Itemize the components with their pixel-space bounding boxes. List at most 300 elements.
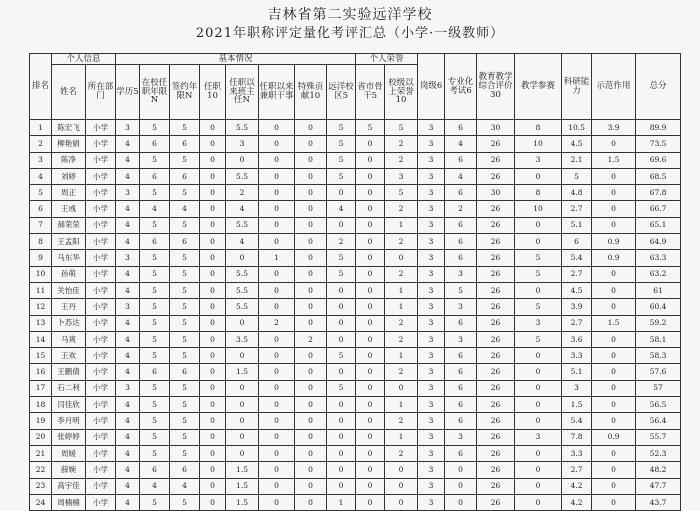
cell-demo: 1.5 [592,152,636,168]
cell-dept: 小学 [86,136,116,152]
school-title: 吉林省第二实验远洋学校 [267,7,433,23]
cell-post: 3 [418,217,445,233]
cell-contract: 5 [170,266,200,282]
cell-name: 薛婉 [52,462,86,478]
cell-far: 5 [327,120,356,136]
cell-tenure: 5 [140,185,170,201]
cell-demo: 0 [592,185,636,201]
cell-contest: 10 [515,136,562,152]
cell-contest: 0 [515,478,562,494]
cell-idx: 23 [30,478,52,494]
table-body [30,120,681,511]
cell-research: 4.5 [562,136,592,152]
cell-tenure: 5 [140,299,170,315]
cell-contest: 0 [515,413,562,429]
cell-demo: 3.9 [592,120,636,136]
header-special: 特殊贡献10 [295,65,327,120]
cell-total: 56.4 [636,413,681,429]
table-row [30,250,681,266]
cell-honor: 5 [385,120,418,136]
cell-special: 0 [295,494,327,510]
cell-idx: 13 [30,315,52,331]
cell-far: 0 [327,462,356,478]
cell-dept: 小学 [86,429,116,445]
cell-exam: 4 [445,136,477,152]
cell-head: 1.5 [226,478,259,494]
cell-head: 1.5 [226,364,259,380]
cell-head: 0 [226,380,259,396]
cell-far: 5 [327,152,356,168]
cell-contest: 0 [515,380,562,396]
cell-head: 0 [226,445,259,461]
table-row [30,462,681,478]
table-row [30,299,681,315]
cell-tenure: 6 [140,364,170,380]
cell-special: 0 [295,201,327,217]
cell-demo: 0.9 [592,429,636,445]
cell-mid: 0 [259,462,295,478]
cell-idx: 8 [30,234,52,250]
cell-mid: 2 [259,315,295,331]
cell-edu: 4 [116,364,140,380]
table-row [30,234,681,250]
cell-post: 3 [418,152,445,168]
cell-research: 3.3 [562,348,592,364]
cell-exam: 6 [445,250,477,266]
cell-head: 0 [226,429,259,445]
cell-dept: 小学 [86,266,116,282]
cell-name: 柳艳娟 [52,136,86,152]
cell-idx: 22 [30,462,52,478]
cell-special: 0 [295,152,327,168]
cell-post: 3 [418,380,445,396]
table-row [30,168,681,184]
cell-post: 3 [418,120,445,136]
cell-far: 5 [327,380,356,396]
cell-contest: 3 [515,429,562,445]
cell-prov: 0 [356,266,385,282]
cell-contract: 5 [170,185,200,201]
cell-eval: 30 [477,185,515,201]
cell-total: 52.3 [636,445,681,461]
cell-edu: 4 [116,168,140,184]
table-row [30,282,681,298]
cell-contest: 8 [515,185,562,201]
cell-research: 4.2 [562,478,592,494]
cell-exam: 4 [445,168,477,184]
cell-contract: 5 [170,380,200,396]
cell-eval: 30 [477,120,515,136]
cell-prov: 0 [356,348,385,364]
cell-post: 3 [418,282,445,298]
cell-demo: 0 [592,299,636,315]
cell-name: 关怡佳 [52,282,86,298]
cell-honor: 1 [385,348,418,364]
cell-post: 3 [418,331,445,347]
cell-mid: 0 [259,152,295,168]
cell-eval: 26 [477,397,515,413]
cell-demo: 0 [592,136,636,152]
cell-special: 0 [295,478,327,494]
cell-eval: 26 [477,413,515,429]
cell-exam: 6 [445,413,477,429]
cell-prov: 0 [356,201,385,217]
cell-head: 0 [226,413,259,429]
cell-special: 0 [295,364,327,380]
header-mid-level: 任职以来兼职干事 [259,65,295,120]
cell-post: 3 [418,494,445,510]
cell-far: 5 [327,168,356,184]
cell-contract: 5 [170,217,200,233]
cell-honor: 1 [385,429,418,445]
cell-exam: 6 [445,234,477,250]
cell-research: 5.1 [562,217,592,233]
cell-research: 3 [562,380,592,396]
cell-research: 5.4 [562,250,592,266]
cell-name: 马东华 [52,250,86,266]
cell-exam: 6 [445,315,477,331]
cell-special: 0 [295,136,327,152]
cell-tenure: 5 [140,315,170,331]
cell-far: 0 [327,315,356,331]
cell-post: 3 [418,478,445,494]
cell-idx: 16 [30,364,52,380]
cell-term: 0 [200,299,226,315]
cell-demo: 0 [592,397,636,413]
cell-special: 0 [295,120,327,136]
cell-far: 0 [327,413,356,429]
cell-post: 3 [418,234,445,250]
cell-edu: 4 [116,331,140,347]
cell-term: 0 [200,136,226,152]
cell-exam: 3 [445,331,477,347]
cell-total: 48.2 [636,462,681,478]
cell-mid: 0 [259,136,295,152]
cell-dept: 小学 [86,413,116,429]
cell-name: 王彧 [52,201,86,217]
cell-mid: 0 [259,201,295,217]
cell-honor: 0 [385,494,418,510]
cell-research: 7.8 [562,429,592,445]
header-demo: 示范作用 [592,54,636,120]
cell-head: 5.5 [226,120,259,136]
cell-idx: 11 [30,282,52,298]
cell-term: 0 [200,397,226,413]
cell-prov: 0 [356,185,385,201]
cell-idx: 14 [30,331,52,347]
cell-prov: 0 [356,494,385,510]
header-prov: 省市骨干5 [356,65,385,120]
cell-research: 5.1 [562,364,592,380]
cell-name: 孙萌 [52,266,86,282]
cell-contest: 0 [515,282,562,298]
cell-research: 2.1 [562,152,592,168]
table-row [30,445,681,461]
cell-name: 王鹏倩 [52,364,86,380]
cell-far: 2 [327,234,356,250]
cell-name: 卜苏达 [52,315,86,331]
table-row [30,364,681,380]
cell-contest: 5 [515,299,562,315]
table-row [30,478,681,494]
cell-exam: 0 [445,462,477,478]
cell-exam: 5 [445,282,477,298]
cell-term: 0 [200,217,226,233]
cell-name: 闫佳欣 [52,397,86,413]
cell-post: 3 [418,315,445,331]
cell-idx: 18 [30,397,52,413]
cell-head: 3.5 [226,331,259,347]
cell-honor: 1 [385,217,418,233]
cell-contract: 5 [170,413,200,429]
cell-far: 5 [327,348,356,364]
cell-head: 0 [226,348,259,364]
cell-demo: 0 [592,201,636,217]
cell-edu: 4 [116,494,140,510]
cell-term: 0 [200,380,226,396]
cell-prov: 0 [356,250,385,266]
cell-dept: 小学 [86,478,116,494]
cell-mid: 0 [259,397,295,413]
cell-dept: 小学 [86,201,116,217]
cell-post: 3 [418,299,445,315]
cell-idx: 24 [30,494,52,510]
cell-special: 0 [295,266,327,282]
cell-contract: 6 [170,364,200,380]
group-personal-info: 个人信息 [52,54,116,65]
cell-demo: 0 [592,478,636,494]
cell-exam: 3 [445,299,477,315]
cell-honor: 1 [385,397,418,413]
cell-honor: 2 [385,364,418,380]
cell-research: 4.5 [562,282,592,298]
cell-exam: 6 [445,120,477,136]
cell-research: 10.5 [562,120,592,136]
cell-head: 2 [226,185,259,201]
cell-far: 5 [327,250,356,266]
cell-idx: 4 [30,168,52,184]
table-row [30,136,681,152]
cell-total: 61 [636,282,681,298]
cell-demo: 0 [592,266,636,282]
cell-head: 1.5 [226,462,259,478]
cell-mid: 0 [259,185,295,201]
cell-far: 0 [327,185,356,201]
table-row [30,397,681,413]
cell-term: 0 [200,282,226,298]
cell-special: 0 [295,413,327,429]
cell-far: 4 [327,201,356,217]
cell-total: 57.6 [636,364,681,380]
cell-contract: 5 [170,429,200,445]
cell-prov: 0 [356,364,385,380]
cell-idx: 6 [30,201,52,217]
cell-post: 3 [418,348,445,364]
cell-total: 73.5 [636,136,681,152]
cell-demo: 0.9 [592,250,636,266]
cell-eval: 26 [477,299,515,315]
cell-prov: 0 [356,478,385,494]
cell-demo: 0 [592,364,636,380]
cell-research: 3.6 [562,331,592,347]
cell-total: 58.1 [636,331,681,347]
cell-tenure: 5 [140,494,170,510]
cell-prov: 0 [356,168,385,184]
cell-honor: 2 [385,413,418,429]
cell-edu: 4 [116,348,140,364]
cell-term: 0 [200,494,226,510]
cell-edu: 4 [116,315,140,331]
cell-contest: 8 [515,120,562,136]
cell-eval: 26 [477,168,515,184]
cell-contest: 0 [515,445,562,461]
cell-honor: 2 [385,266,418,282]
cell-term: 0 [200,478,226,494]
cell-tenure: 5 [140,282,170,298]
header-teaching-eval: 教育教学综合评价30 [477,54,515,120]
cell-mid: 0 [259,120,295,136]
cell-special: 2 [295,331,327,347]
cell-dept: 小学 [86,299,116,315]
cell-total: 68.5 [636,168,681,184]
cell-post: 3 [418,168,445,184]
cell-tenure: 5 [140,217,170,233]
cell-eval: 26 [477,282,515,298]
cell-post: 3 [418,462,445,478]
cell-contract: 6 [170,234,200,250]
cell-special: 0 [295,234,327,250]
cell-total: 59.2 [636,315,681,331]
cell-honor: 2 [385,445,418,461]
cell-head: 5.5 [226,168,259,184]
cell-mid: 1 [259,250,295,266]
cell-research: 5 [562,168,592,184]
cell-tenure: 5 [140,250,170,266]
cell-dept: 小学 [86,364,116,380]
cell-name: 王丹 [52,299,86,315]
cell-research: 6 [562,234,592,250]
cell-head: 0 [226,397,259,413]
cell-prov: 0 [356,445,385,461]
cell-special: 0 [295,217,327,233]
header-prof-exam: 专业化考试6 [445,54,477,120]
cell-idx: 9 [30,250,52,266]
header-teaching-contest: 教学参赛 [515,54,562,120]
cell-term: 0 [200,201,226,217]
table-row [30,331,681,347]
cell-contest: 0 [515,234,562,250]
cell-edu: 4 [116,152,140,168]
cell-term: 0 [200,266,226,282]
cell-far: 5 [327,136,356,152]
cell-prov: 0 [356,282,385,298]
header-tenure: 在校任职年限N [140,65,170,120]
cell-special: 0 [295,315,327,331]
cell-far: 5 [327,266,356,282]
cell-name: 马爽 [52,331,86,347]
cell-name: 王孟阳 [52,234,86,250]
cell-head: 0 [226,250,259,266]
cell-far: 0 [327,397,356,413]
cell-far: 0 [327,429,356,445]
cell-dept: 小学 [86,494,116,510]
cell-mid: 0 [259,429,295,445]
cell-eval: 26 [477,201,515,217]
cell-eval: 26 [477,217,515,233]
cell-honor: 5 [385,185,418,201]
cell-contract: 5 [170,250,200,266]
cell-far: 0 [327,331,356,347]
cell-far: 0 [327,478,356,494]
cell-exam: 6 [445,380,477,396]
cell-contract: 5 [170,282,200,298]
cell-mid: 0 [259,168,295,184]
cell-tenure: 6 [140,462,170,478]
cell-mid: 0 [259,299,295,315]
cell-exam: 6 [445,217,477,233]
group-basic: 基本情况 [116,54,356,65]
cell-special: 0 [295,168,327,184]
cell-eval: 26 [477,234,515,250]
cell-honor: 1 [385,282,418,298]
cell-edu: 4 [116,429,140,445]
cell-mid: 0 [259,217,295,233]
cell-demo: 0 [592,380,636,396]
cell-dept: 小学 [86,397,116,413]
cell-honor: 3 [385,168,418,184]
header-head-teacher: 任职以来班主任N [226,65,259,120]
cell-honor: 0 [385,250,418,266]
cell-term: 0 [200,250,226,266]
cell-prov: 0 [356,413,385,429]
cell-contract: 5 [170,494,200,510]
cell-far: 1 [327,494,356,510]
cell-exam: 0 [445,494,477,510]
cell-far: 0 [327,217,356,233]
cell-dept: 小学 [86,380,116,396]
cell-contest: 5 [515,250,562,266]
cell-prov: 0 [356,315,385,331]
cell-exam: 6 [445,364,477,380]
cell-far: 0 [327,299,356,315]
cell-idx: 20 [30,429,52,445]
cell-tenure: 5 [140,348,170,364]
cell-name: 郝荣荣 [52,217,86,233]
table-row [30,348,681,364]
cell-mid: 0 [259,331,295,347]
cell-demo: 0 [592,331,636,347]
cell-special: 0 [295,380,327,396]
cell-mid: 0 [259,282,295,298]
cell-research: 3.9 [562,299,592,315]
cell-term: 0 [200,234,226,250]
cell-prov: 0 [356,397,385,413]
cell-dept: 小学 [86,282,116,298]
cell-eval: 26 [477,315,515,331]
cell-mid: 0 [259,478,295,494]
cell-head: 5.5 [226,299,259,315]
cell-contest: 10 [515,201,562,217]
cell-head: 4 [226,201,259,217]
cell-contract: 4 [170,478,200,494]
cell-contest: 0 [515,364,562,380]
cell-research: 2.7 [562,315,592,331]
header-school-honor: 校级以上荣誉10 [385,65,418,120]
cell-prov: 0 [356,380,385,396]
cell-term: 0 [200,152,226,168]
cell-eval: 26 [477,462,515,478]
cell-contest: 5 [515,331,562,347]
